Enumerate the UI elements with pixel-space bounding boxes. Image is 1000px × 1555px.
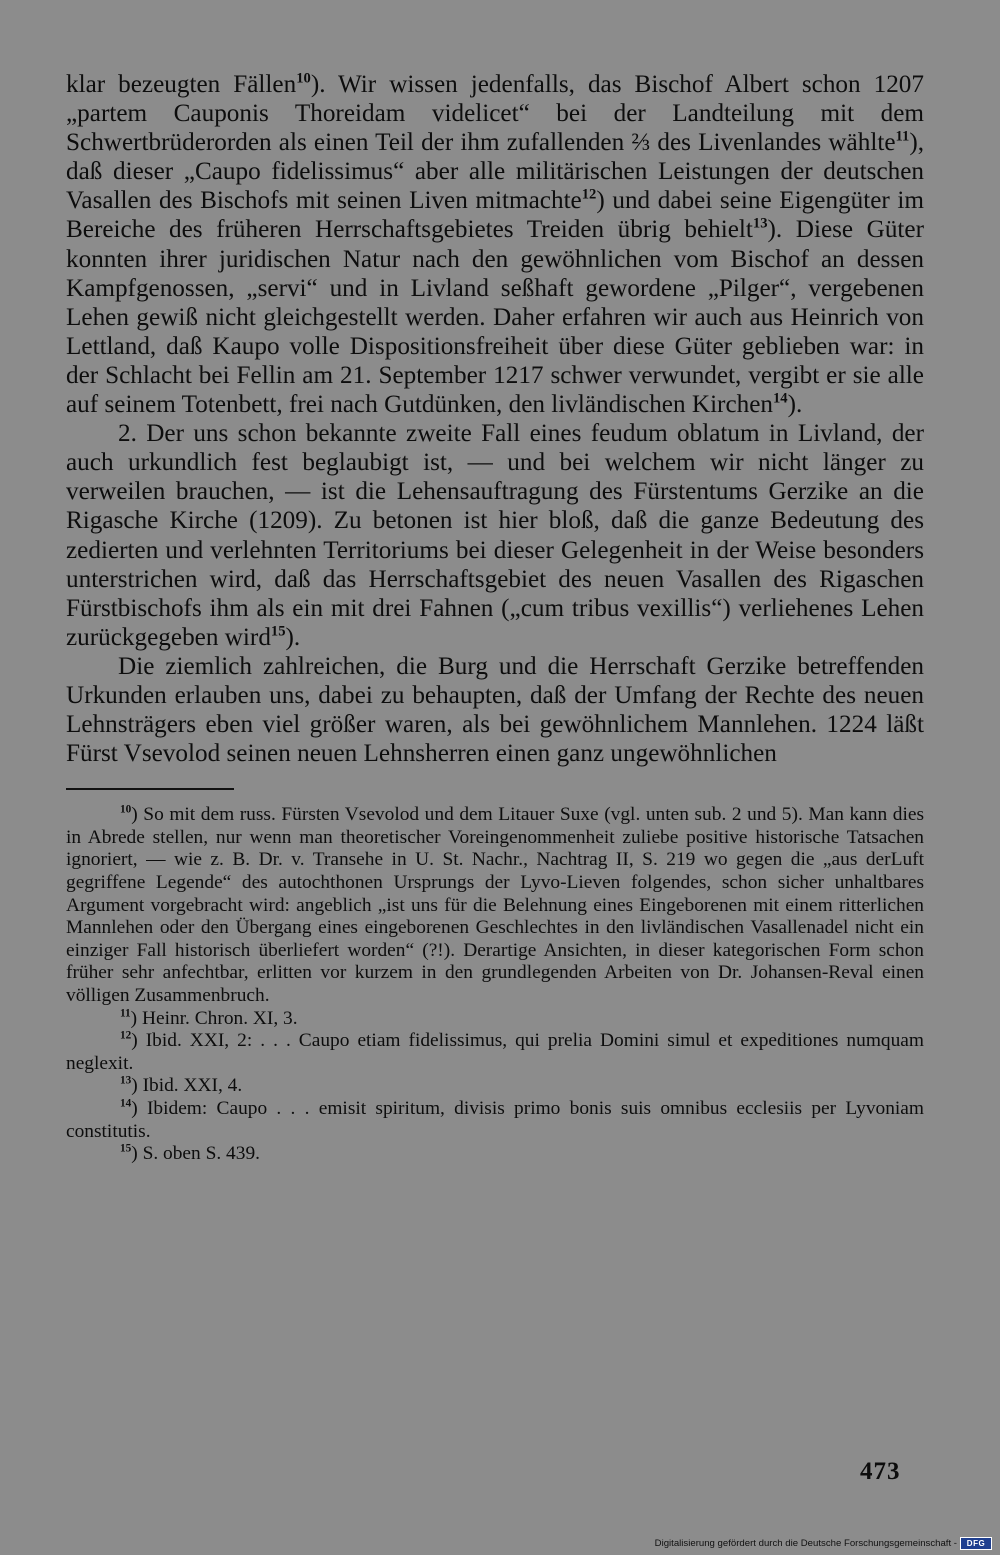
footnote-text: Ibid. XXI, 4. — [142, 1075, 243, 1097]
footnote-14: $^{14}$) Ibidem: Caupo . . . emisit spiritum, divisis primo bonis suis omnibus ecclesiis per Lyvoniam constitutis. — [66, 1097, 924, 1142]
footnote-text: S. oben S. 439. — [142, 1143, 260, 1165]
text-run: ). — [285, 623, 301, 651]
text-run: ). Diese Güter konnten ihrer juridischen Natur nach den gewöhnlichen vom Bischof an dessen Kampfgenossen, „servi“ und in Livland seßhaft gewordene „Pilger“, vergebenen Lehen gewiß nicht gleichgestellt werden. Daher erfahren wir auch aus Heinrich von Lettland, daß Kaupo volle Dispositionsfreiheit über diese Güter geblieben war: in der Schlacht bei Fellin am 21. September 1217 schwer verwundet, vergibt er sie alle auf seinem Totenbett, frei nach Gutdünken, den livländischen Kirchen — [66, 216, 924, 419]
footnote-ref-11[interactable]: 11 — [895, 128, 910, 145]
footnote-mark: 11 — [120, 1007, 131, 1020]
footnote-mark: 10 — [120, 803, 132, 816]
digitization-credit — [655, 1536, 992, 1550]
footnote-ref-12[interactable]: 12 — [581, 186, 597, 203]
credit-text: Digitalisierung gefördert durch die Deutsche Forschungsgemeinschaft - — [654, 1537, 957, 1549]
footnote-13: $^{13}$) Ibid. XXI, 4. — [120, 1074, 243, 1097]
text-run: ). Wir wissen jedenfalls, das Bischof Albert schon 1207 „partem Cauponis Thoreidam videlicet“ bei der Landteilung mit dem Schwertbrüderorden als einen Teil der ihm zufallenden ⅔ des Livenlandes wählte — [66, 71, 924, 157]
footnote-text: Ibidem: Caupo . . . emisit spiritum, divisis primo bonis suis omnibus ecclesiis per Lyvoniam constitutis. — [66, 1097, 924, 1142]
footnote-12: $^{12}$) Ibid. XXI, 2: . . . Caupo etiam fidelissimus, qui prelia Domini simul et expeditiones numquam neglexit. — [66, 1029, 924, 1074]
footnote-text: Heinr. Chron. XI, 3. — [141, 1007, 298, 1029]
footnote-mark: 15 — [120, 1142, 132, 1155]
footnote-text: So mit dem russ. Fürsten Vsevolod und dem Litauer Suxe (vgl. unten sub. 2 und 5). Man kann dies in Abrede stellen, nur wenn man theoretischer Voreingenommenheit zuliebe positive historische Tatsachen ignoriert, — wie z. B. Dr. v. Transehe in U. St. Nachr., Nachtrag II, S. 219 wo gegen die „aus derLuft gegriffene Legende“ des autochthonen Ursprungs der Lyvo-Lieven folgendes, schon sicher unhaltbares Argument vorgebracht wird: angeblich „ist uns für die Belehnung eines Eingeborenen mit einem ritterlichen Mannlehen oder den Übergang eines eingeborenen Geschlechtes in den livländischen Vasallenadel nicht ein einziger Fall historisch überliefert worden“ (?!). Derartige Ansichten, in dieser kategorischen Form schon früher sehr anfechtbar, erlitten vor kurzem in den grundlegenden Arbeiten von Dr. Johansen-Reval einen völligen Zusammenbruch. — [66, 804, 924, 1006]
footnote-ref-14[interactable]: 14 — [773, 390, 788, 407]
text-run: Die ziemlich zahlreichen, die Burg und die Herrschaft Gerzike betreffenden Urkunden erlauben uns, dabei zu behaupten, daß der Umfang der Rechte des neuen Lehnsträgers eben viel größer waren, als bei gewöhnlichem Mannlehen. 1224 läßt Fürst Vsevolod seinen neuen Lehnsherren einen ganz ungewöhnlichen — [66, 652, 924, 768]
footnote-ref-13[interactable]: 13 — [752, 216, 768, 233]
footnote-text: Ibid. XXI, 2: . . . Caupo etiam fidelissimus, qui prelia Domini simul et expeditiones numquam neglexit. — [66, 1030, 924, 1074]
footnote-mark: 14 — [120, 1097, 132, 1110]
paragraph-2 — [66, 419, 924, 652]
paragraph-3 — [66, 652, 924, 768]
footnote-divider — [66, 788, 234, 790]
footnote-10: $^{10}$) So mit dem russ. Fürsten Vsevolod und dem Litauer Suxe (vgl. unten sub. 2 und 5). Man kann dies in Abrede stellen, nur wenn man theoretischer Voreingenommenheit zuliebe positive historische Tatsachen ignoriert, — wie z. B. Dr. v. Transehe in U. St. Nachr., Nachtrag II, S. 219 wo gegen die „aus derLuft gegriffene Legende“ des autochthonen Ursprungs der Lyvo-Lieven folgendes, schon sicher unhaltbares Argument vorgebracht wird: angeblich „ist uns für die Belehnung eines Eingeborenen mit einem ritterlichen Mannlehen oder den Übergang eines eingeborenen Geschlechtes in den livländischen Vasallenadel nicht ein einziger Fall historisch überliefert worden“ (?!). Derartige Ansichten, in dieser kategorischen Form schon früher sehr anfechtbar, erlitten vor kurzem in den grundlegenden Arbeiten von Dr. Johansen-Reval einen völligen Zusammenbruch. — [66, 803, 924, 1006]
text-run: 2. Der uns schon bekannte zweite Fall eines feudum oblatum in Livland, der auch urkundlich fest beglaubigt ist, — und bei welchem wir nicht länger zu verweilen brauchen, — ist die Lehensauftragung des Fürstentums Gerzike an die Rigasche Kirche (1209). Zu betonen ist hier bloß, daß die ganze Bedeutung des zedierten und verlehnten Territoriums bei dieser Gelegenheit in der Weise besonders unterstrichen wird, daß das Herrschaftsgebiet des neuen Vasallen des Rigaschen Fürstbischofs ihm als ein mit drei Fahnen („cum tribus vexillis“) verliehenes Lehen zurückgegeben wird — [66, 420, 924, 651]
footnote-15: $^{15}$) S. oben S. 439. — [120, 1142, 260, 1165]
footnote-ref-15[interactable]: 15 — [270, 623, 286, 640]
footnote-ref-10[interactable]: 10 — [296, 70, 311, 87]
page-number: 473 — [860, 1458, 901, 1485]
footnote-11: $^{11}$) Heinr. Chron. XI, 3. — [120, 1007, 298, 1029]
main-text — [66, 70, 924, 768]
footnote-mark: 12 — [120, 1029, 132, 1042]
text-run: ) und dabei seine Eigengüter im Bereiche des früheren Herrschaftsgebietes Treiden übrig behielt — [66, 187, 924, 244]
text-run: ), daß dieser „Caupo fidelissimus“ aber alle militärischen Leistungen der deutschen Vasallen des Bischofs mit seinen Liven mitmachte — [66, 129, 924, 215]
text-run: klar bezeugten Fällen — [66, 71, 297, 98]
footnotes — [66, 804, 924, 1166]
footnote-mark: 13 — [120, 1074, 132, 1087]
paragraph-1 — [66, 70, 924, 419]
dfg-logo-icon: DFG — [960, 1537, 992, 1550]
text-run: ). — [787, 391, 803, 419]
page-content — [66, 70, 924, 1166]
